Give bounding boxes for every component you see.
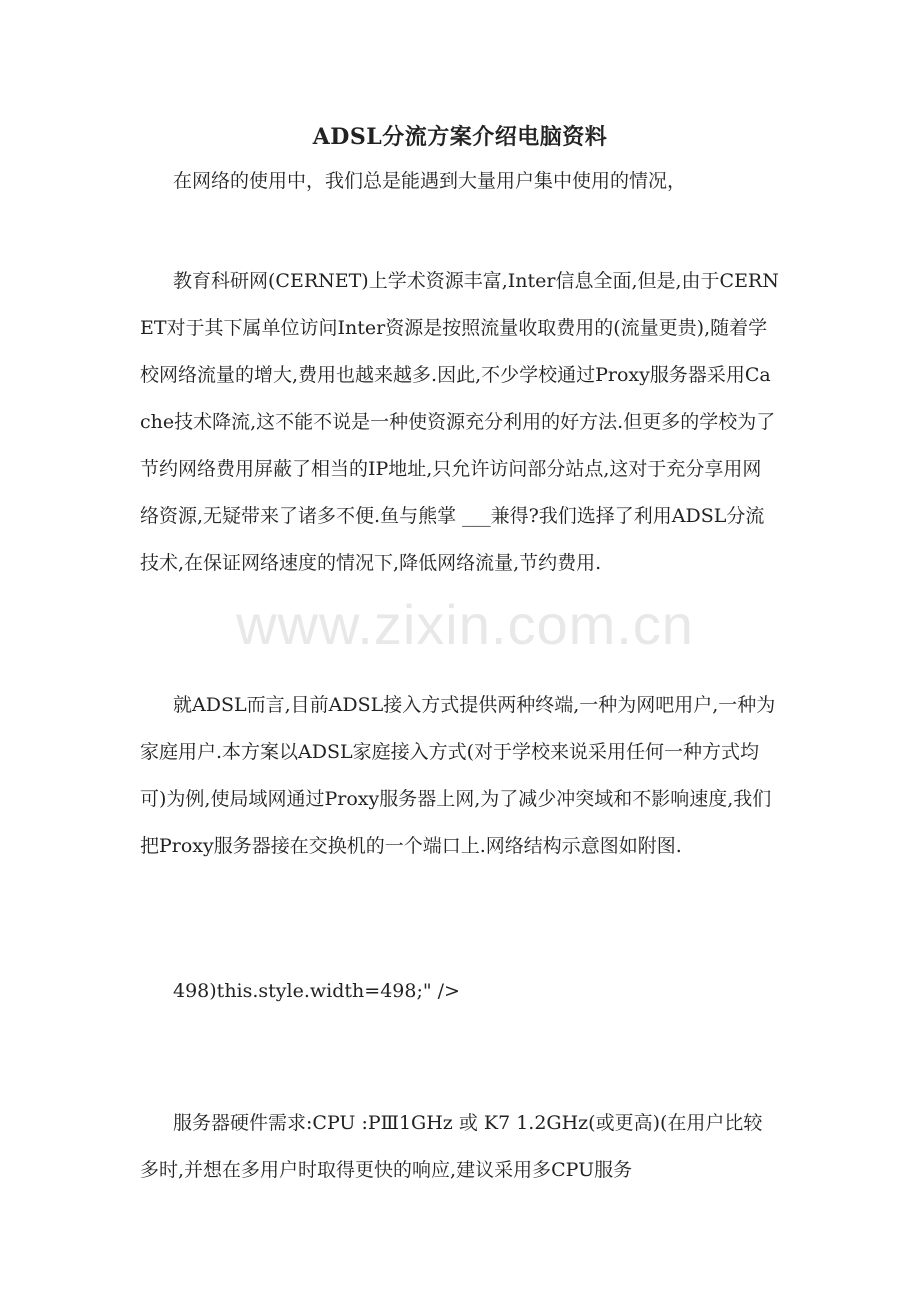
- watermark: www.zixin.com.cn: [236, 593, 694, 656]
- paragraph-code-fragment: 498)this.style.width=498;" />: [173, 980, 460, 1002]
- document-title: ADSL分流方案介绍电脑资料: [312, 124, 608, 150]
- paragraph-intro: 在网络的使用中，我们总是能遇到大量用户集中使用的情况，: [173, 170, 687, 192]
- paragraph-adsl: 就ADSL而言,目前ADSL接入方式提供两种终端,一种为网吧用户,一种为家庭用户.本方案以ADSL家庭接入方式(对于学校来说采用任何一种方式均可)为例,使局域网通过Proxy服务器上网,为了减少冲突域和不影响速度,我们把Proxy服务器接在交换机的一个端口上.网络结构示意图如附图.: [140, 694, 776, 857]
- paragraph-hardware: 服务器硬件需求:CPU :PⅢ1GHz 或 K7 1.2GHz(或更高)(在用户比较多时,并想在多用户时取得更快的响应,建议采用多CPU服务: [140, 1112, 763, 1181]
- paragraph-cernet: 教育科研网(CERNET)上学术资源丰富,Inter信息全面,但是,由于CERNET对于其下属单位访问Inter资源是按照流量收取费用的(流量更贵),随着学校网络流量的增大,费用也越来越多.因此,不少学校通过Proxy服务器采用Cache技术降流,这不能不说是一种使资源充分利用的好方法.但更多的学校为了节约网络费用屏蔽了相当的IP地址,只允许访问部分站点,这对于充分享用网络资源,无疑带来了诸多不便.鱼与熊掌 ___兼得?我们选择了利用ADSL分流技术,在保证网络速度的情况下,降低网络流量,节约费用.: [140, 270, 779, 574]
